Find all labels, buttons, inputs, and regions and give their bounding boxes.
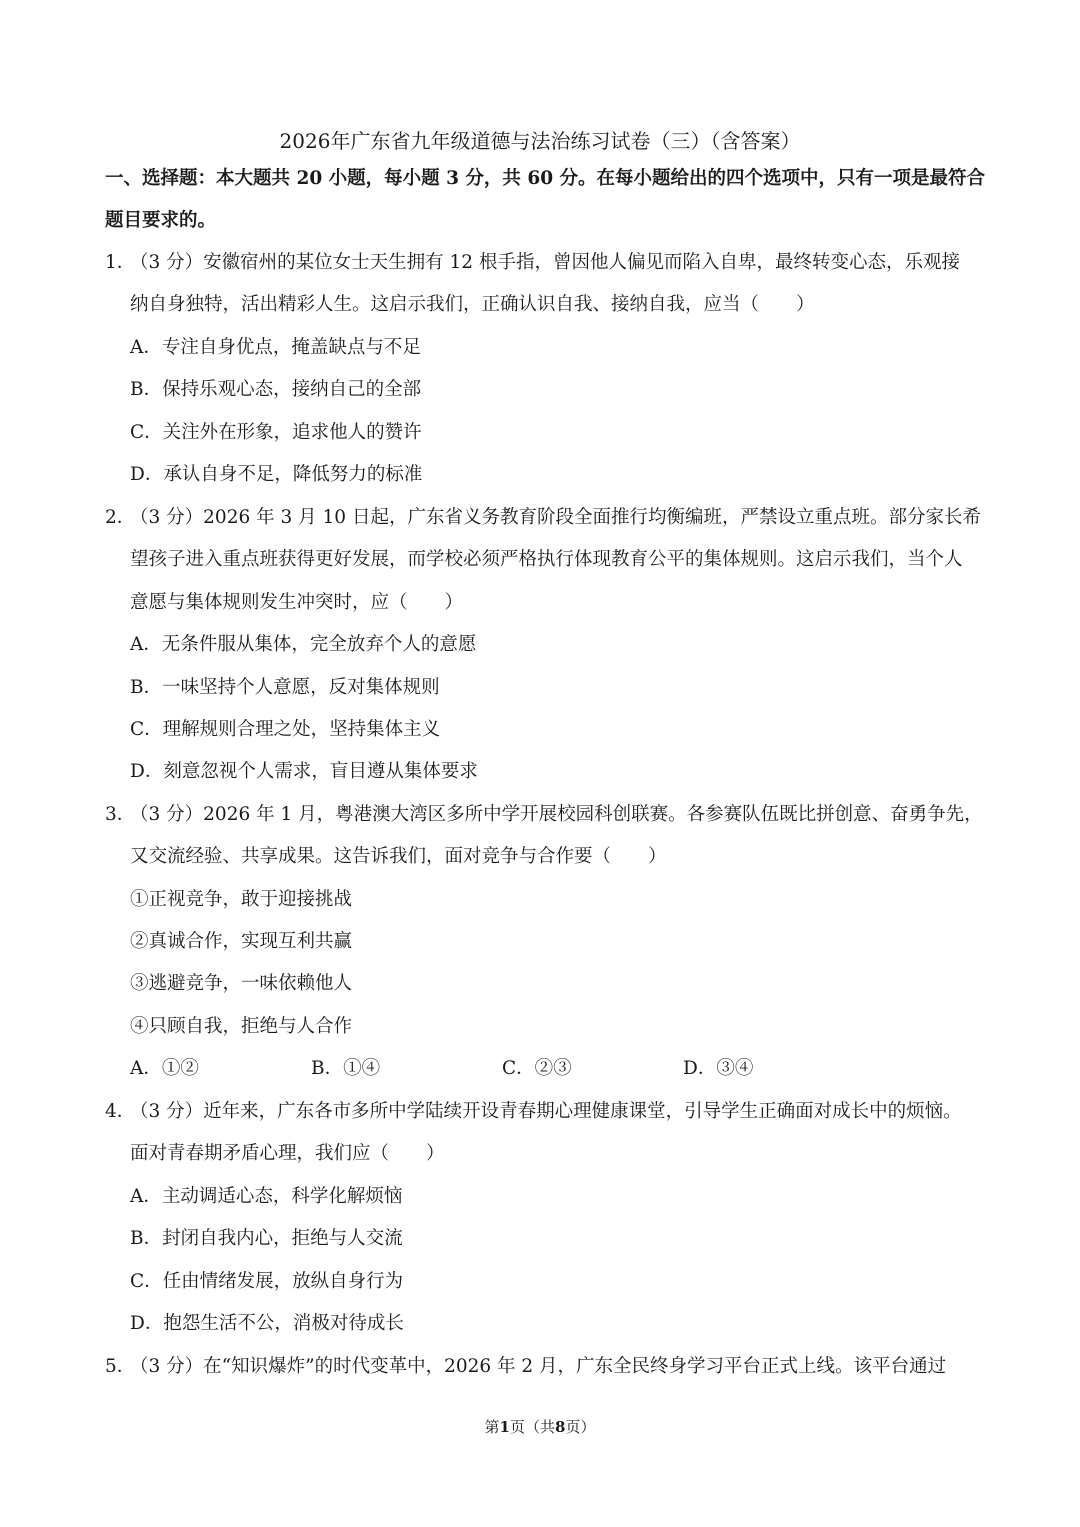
question-4-option-c: C．任由情绪发展，放纵自身行为 — [130, 1271, 404, 1292]
question-4-stem-line-1: （3 分）近年来，广东各市多所中学陆续开设青春期心理健康课堂，引导学生正确面对成长中的烦恼。 — [130, 1101, 962, 1122]
question-2-number: 2． — [105, 507, 136, 528]
footer-page-number: 1 — [499, 1418, 510, 1436]
question-3-statement-4: ④只顾自我，拒绝与人合作 — [130, 1016, 353, 1037]
question-2-option-d: D．刻意忽视个人需求，盲目遵从集体要求 — [130, 761, 478, 782]
question-1-option-b: B．保持乐观心态，接纳自己的全部 — [130, 379, 422, 400]
question-5-stem-line-1: （3 分）在“知识爆炸”的时代变革中，2026 年 2 月，广东全民终身学习平台正式上线。该平台通过 — [130, 1356, 947, 1377]
question-3-choice-d: D．③④ — [683, 1058, 754, 1079]
question-1-number: 1． — [105, 252, 136, 273]
question-3-choice-a: A．①② — [130, 1058, 199, 1079]
page-footer — [0, 1414, 1080, 1440]
question-2-option-c: C．理解规则合理之处，坚持集体主义 — [130, 719, 441, 740]
section-heading-line-1: 一、选择题：本大题共 20 小题，每小题 3 分，共 60 分。在每小题给出的四个选项中，只有一项是最符合 — [105, 168, 986, 189]
page-title: 2026年广东省九年级道德与法治练习试卷（三）（含答案） — [279, 129, 801, 153]
question-2-option-b: B．一味坚持个人意愿，反对集体规则 — [130, 677, 440, 698]
question-3-number: 3． — [105, 804, 136, 825]
question-4-number: 4． — [105, 1101, 136, 1122]
footer-total-pages: 8 — [555, 1418, 566, 1436]
question-1-option-c: C．关注外在形象，追求他人的赞许 — [130, 422, 422, 443]
question-2-stem-line-3: 意愿与集体规则发生冲突时，应（ ） — [130, 592, 464, 613]
footer-prefix: 第 — [484, 1418, 500, 1436]
question-4-stem-line-2: 面对青春期矛盾心理，我们应（ ） — [130, 1143, 445, 1164]
question-3-stem-line-1: （3 分）2026 年 1 月，粤港澳大湾区多所中学开展校园科创联赛。各参赛队伍既比拼创意、奋勇争先， — [130, 804, 983, 825]
question-2-stem-line-1: （3 分）2026 年 3 月 10 日起，广东省义务教育阶段全面推行均衡编班，严禁设立重点班。部分家长希 — [130, 507, 981, 528]
question-4-option-b: B．封闭自我内心，拒绝与人交流 — [130, 1228, 403, 1249]
section-heading-line-2: 题目要求的。 — [105, 210, 217, 231]
question-3-choices — [130, 1056, 890, 1082]
question-3-choice-c: C．②③ — [502, 1058, 572, 1079]
footer-middle: 页（共 — [509, 1418, 555, 1436]
question-2-option-a: A．无条件服从集体，完全放弃个人的意愿 — [130, 634, 477, 655]
question-1-stem-line-2: 纳自身独特，活出精彩人生。这启示我们，正确认识自我、接纳自我，应当（ ） — [130, 294, 815, 315]
question-5-number: 5． — [105, 1356, 136, 1377]
question-4-option-d: D．抱怨生活不公，消极对待成长 — [130, 1313, 404, 1334]
question-3-choice-b: B．①④ — [311, 1058, 381, 1079]
question-1-option-a: A．专注自身优点，掩盖缺点与不足 — [130, 337, 421, 358]
question-1-stem-line-1: （3 分）安徽宿州的某位女士天生拥有 12 根手指，曾因他人偏见而陷入自卑，最终转变心态，乐观接 — [130, 252, 960, 273]
footer-suffix: 页） — [565, 1418, 596, 1436]
question-3-statement-2: ②真诚合作，实现互利共赢 — [130, 931, 353, 952]
question-3-statement-1: ①正视竞争，敢于迎接挑战 — [130, 889, 353, 910]
question-3-stem-line-2: 又交流经验、共享成果。这告诉我们，面对竞争与合作要（ ） — [130, 846, 667, 867]
question-1-option-d: D．承认自身不足，降低努力的标准 — [130, 464, 423, 485]
question-4-option-a: A．主动调适心态，科学化解烦恼 — [130, 1186, 403, 1207]
question-3-statement-3: ③逃避竞争，一味依赖他人 — [130, 973, 353, 994]
question-2-stem-line-2: 望孩子进入重点班获得更好发展，而学校必须严格执行体现教育公平的集体规则。这启示我们，当个人 — [130, 549, 963, 570]
